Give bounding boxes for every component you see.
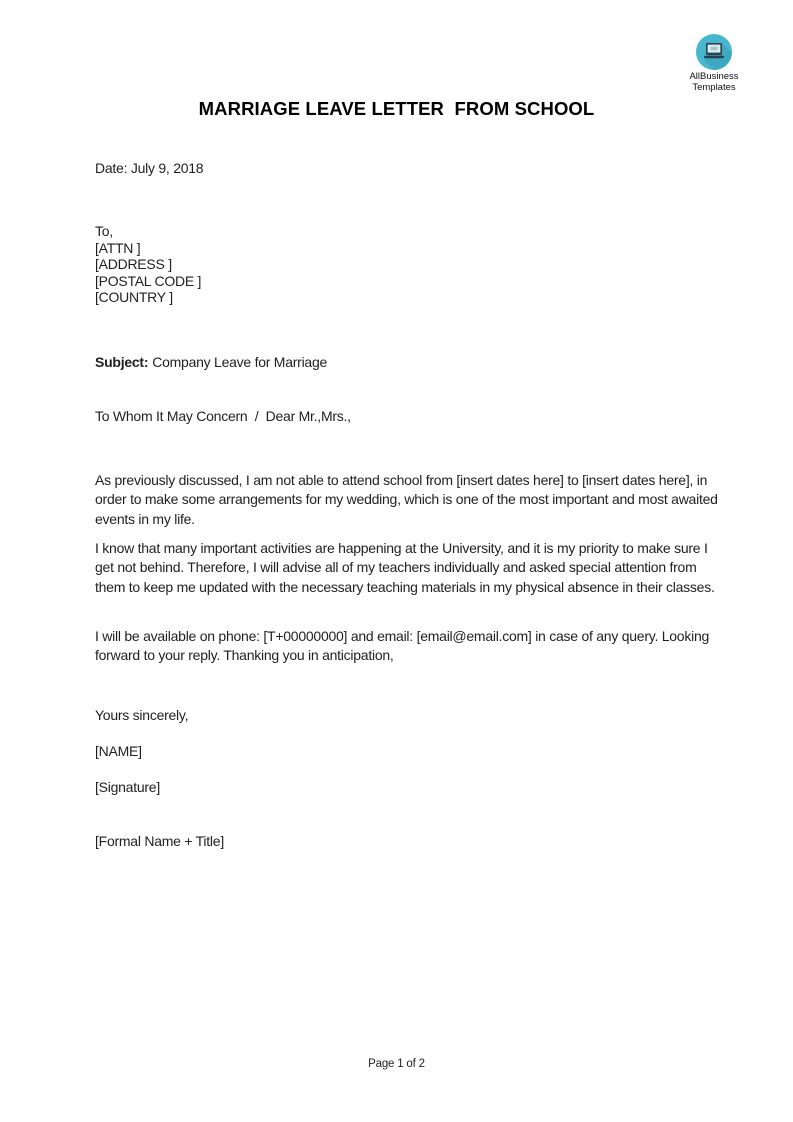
- laptop-icon: [695, 33, 733, 71]
- page-number: Page 1 of 2: [368, 1058, 425, 1070]
- recipient-line-country: [COUNTRY ]: [95, 289, 173, 306]
- recipient-block: [95, 223, 727, 306]
- logo-wordmark: [677, 72, 751, 93]
- date-line: Date: July 9, 2018: [95, 160, 204, 176]
- closing-line: Yours sincerely,: [95, 707, 189, 723]
- recipient-line-postal-code: [POSTAL CODE ]: [95, 272, 202, 289]
- subject-line: [95, 353, 727, 371]
- recipient-line-to: To,: [95, 223, 113, 239]
- recipient-line-attn: [ATTN ]: [95, 239, 141, 256]
- logo-wordmark-line2: Templates: [692, 81, 736, 93]
- body-paragraph-3: I will be available on phone: [T+00000000] and email: [email@email.com] in case of any query. Looking forward to your reply. Thanking you in anticipation,: [95, 628, 710, 664]
- recipient-line-address: [ADDRESS ]: [95, 256, 172, 273]
- subject-label: Subject:: [95, 354, 149, 370]
- formal-name-title-placeholder: [Formal Name + Title]: [95, 833, 224, 849]
- body-paragraph-1: As previously discussed, I am not able to attend school from [insert dates here] to [insert dates here], in order to make some arrangements for my wedding, which is one of the most important and most awaited events in my life.: [95, 472, 718, 527]
- allbusiness-logo: [677, 33, 751, 93]
- subject-value: Company Leave for Marriage: [152, 354, 328, 370]
- signature-name-placeholder: [NAME]: [95, 743, 142, 759]
- logo-wordmark-line1: AllBusiness: [689, 71, 739, 82]
- page-title: MARRIAGE LEAVE LETTER FROM SCHOOL: [198, 98, 595, 119]
- body-paragraph-2: I know that many important activities are happening at the University, and it is my priority to make sure I get not behind. Therefore, I will advise all of my teachers individually and asked special attention from them to keep me updated with the necessary teaching materials in my physical absence in their classes.: [95, 540, 715, 595]
- signature-placeholder: [Signature]: [95, 779, 160, 795]
- salutation: To Whom It May Concern / Dear Mr.,Mrs.,: [95, 408, 351, 424]
